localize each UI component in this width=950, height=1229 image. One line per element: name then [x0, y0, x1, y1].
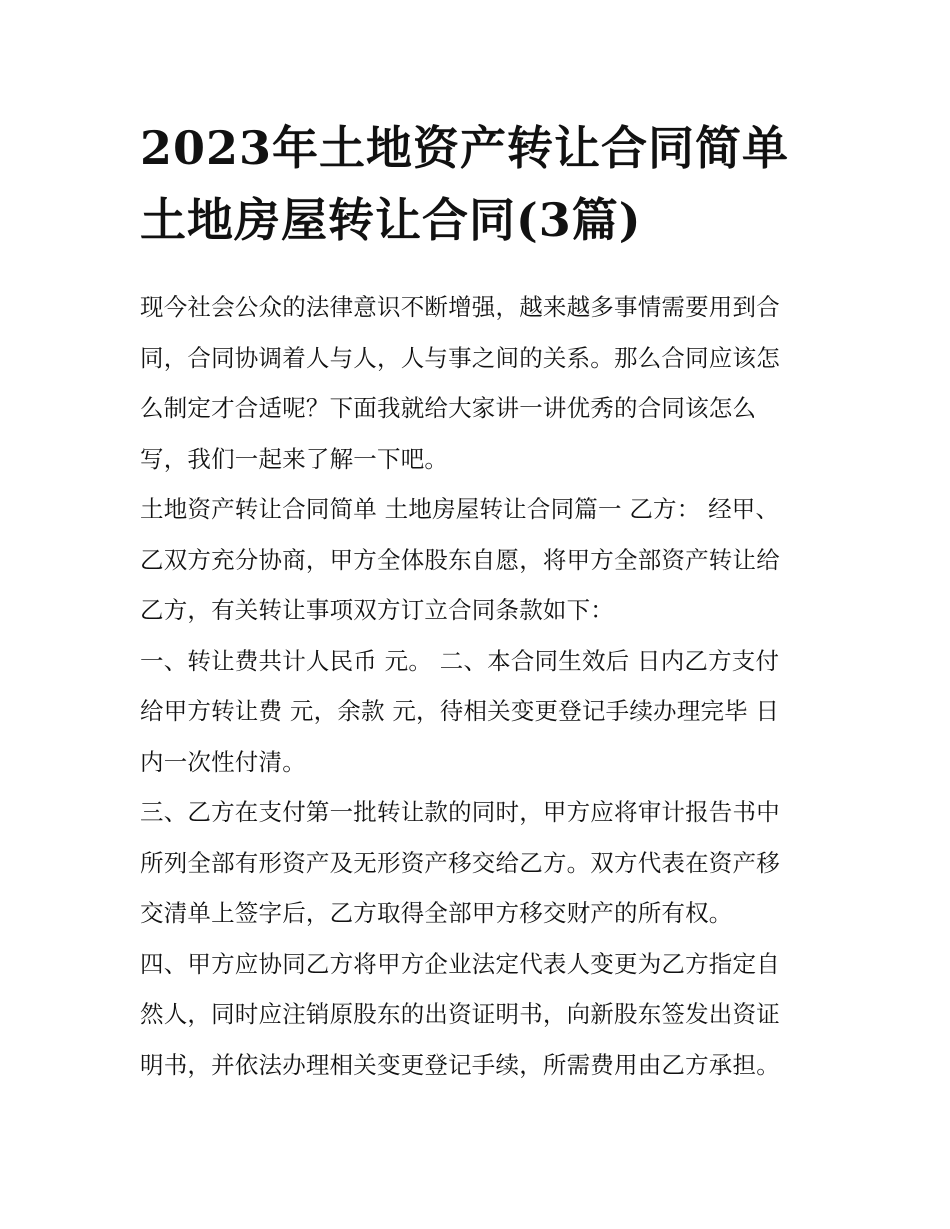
title-line: 2023年土地资产转让合同简单 — [140, 121, 790, 175]
text-line: 乙双方充分协商，甲方全体股东自愿，将甲方全部资产转让给 — [140, 545, 780, 574]
clause-3-paragraph — [140, 787, 815, 939]
clause-4-paragraph — [140, 939, 815, 1091]
text-line: 现今社会公众的法律意识不断增强，越来越多事情需要用到合 — [140, 293, 780, 321]
text-line: 三、乙方在支付第一批转让款的同时，甲方应将审计报告书中 — [140, 798, 780, 826]
text-line: 明书，并依法办理相关变更登记手续，所需费用由乙方承担。 — [140, 1050, 780, 1079]
text-line: 然人，同时应注销原股东的出资证明书，向新股东签发出资证 — [140, 1000, 780, 1028]
document-body — [140, 282, 815, 1090]
text-line: 内一次性付清。 — [140, 747, 306, 776]
text-line: 写，我们一起来了解一下吧。 — [140, 444, 449, 473]
text-line: 同，合同协调着人与人，人与事之间的关系。那么合同应该怎 — [140, 343, 780, 372]
text-line: 么制定才合适呢？下面我就给大家讲一讲优秀的合同该怎么 — [140, 394, 757, 422]
text-line: 土地资产转让合同简单 土地房屋转让合同篇一 乙方： 经甲、 — [140, 495, 780, 523]
text-line: 交清单上签字后，乙方取得全部甲方移交财产的所有权。 — [140, 899, 733, 927]
title-line: 土地房屋转让合同(3篇) — [140, 193, 642, 247]
text-line: 乙方，有关转让事项双方订立合同条款如下： — [140, 596, 614, 624]
document-title — [140, 112, 820, 256]
contract-heading-paragraph — [140, 484, 815, 636]
text-line: 给甲方转让费 元，余款 元，待相关变更登记手续办理完毕 日 — [140, 697, 780, 725]
text-line: 所列全部有形资产及无形资产移交给乙方。双方代表在资产移 — [140, 848, 780, 877]
text-line: 四、甲方应协同乙方将甲方企业法定代表人变更为乙方指定自 — [140, 949, 780, 978]
intro-paragraph — [140, 282, 815, 484]
clause-1-2-paragraph — [140, 636, 815, 788]
text-line: 一、转让费共计人民币 元。 二、本合同生效后 日内乙方支付 — [140, 646, 780, 675]
